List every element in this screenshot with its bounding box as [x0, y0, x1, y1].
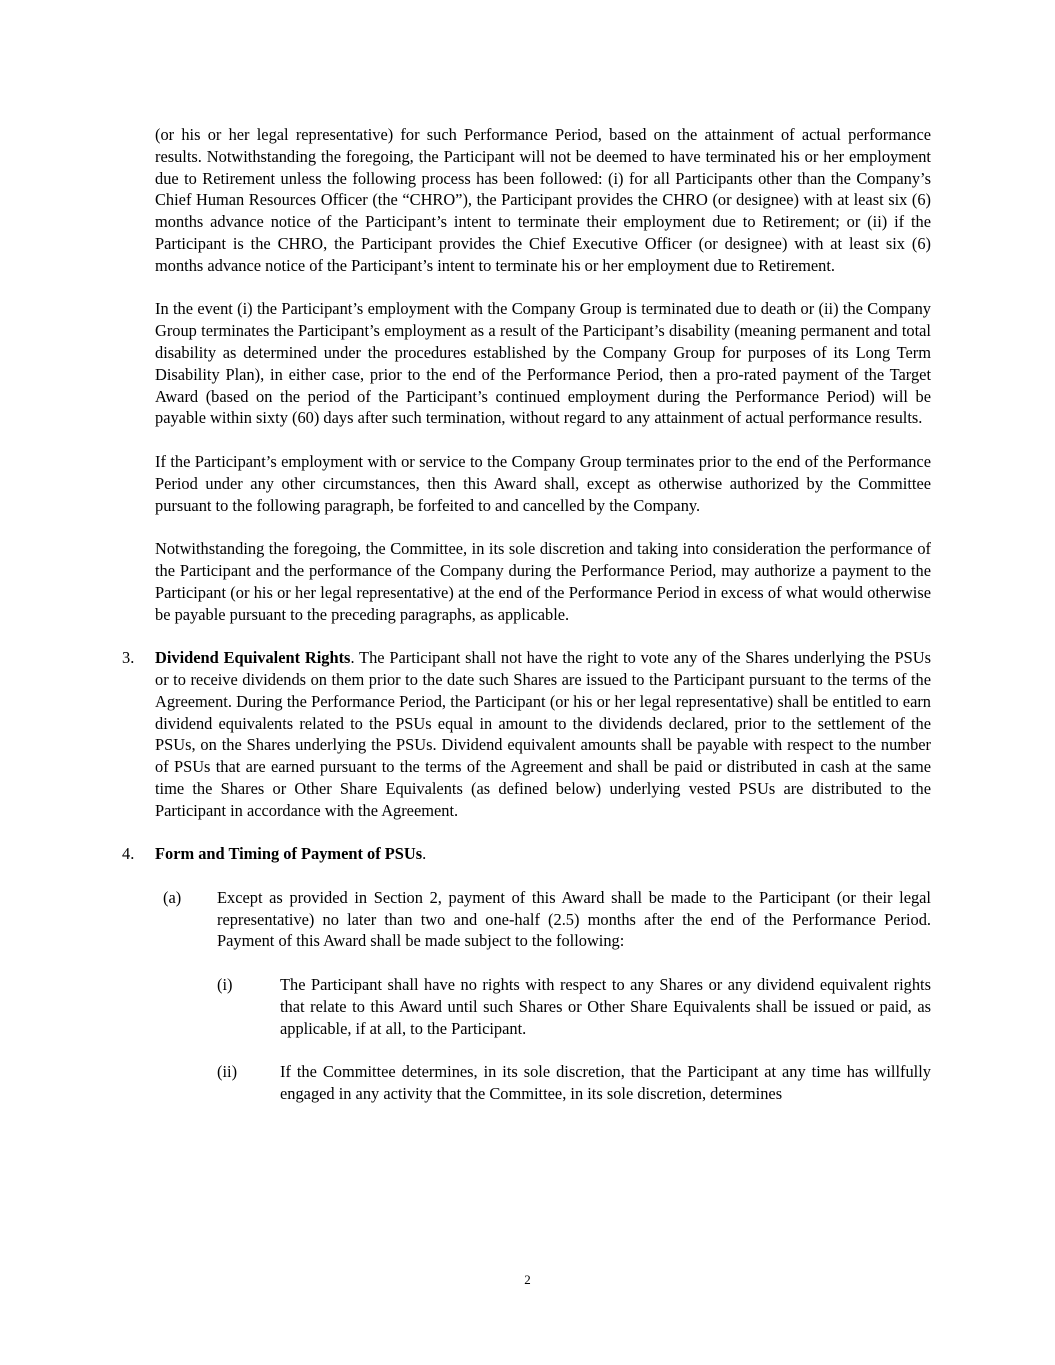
section-3-dividend-equivalent-rights — [122, 647, 931, 821]
section-body — [155, 843, 931, 865]
section-4-form-and-timing — [122, 843, 931, 865]
document-page — [122, 124, 931, 1127]
section-heading-suffix: . — [422, 844, 427, 864]
paragraph-other-termination: If the Participant’s employment with or service to the Company Group terminates prior to the end of the Performance Period under any other circumstances, then this Award shall, except as otherwise authorized by the Committee pursuant to the following paragraph, be forfeited to and cancelled by the Company. — [155, 451, 931, 515]
section-number: 3. — [122, 648, 135, 668]
section-text: The Participant shall not have the right to vote any of the Shares underlying the PSUs or to receive dividends on them prior to the date such Shares are issued to the Participant pursuant to the terms of the Agreement. During the Performance Period, the Participant (or his or her legal representative) shall be entitled to earn dividend equivalents related to the PSUs equal in amount to the dividends declared, prior to the settlement of the PSUs, on the Shares underlying the PSUs. Dividend equivalent amounts shall be payable with respect to the number of PSUs that are earned pursuant to the terms of the Agreement and shall be paid or distributed in cash at the same time the Shares or Other Share Equivalents (as defined below) underlying vested PSUs are distributed to the Participant in accordance with the Agreement. — [155, 648, 931, 820]
subsection-ii — [155, 1061, 931, 1105]
paragraph-committee-discretion: Notwithstanding the foregoing, the Committee, in its sole discretion and taking into consideration the performance of the Participant and the performance of the Company during the Performance Period, may authorize a payment to the Participant (or his or her legal representative) at the end of the Performance Period in excess of what would otherwise be payable pursuant to the preceding paragraphs, as applicable. — [155, 539, 931, 624]
section-heading: Dividend Equivalent Rights — [155, 648, 351, 668]
section-body — [155, 647, 931, 821]
section-heading: Form and Timing of Payment of PSUs — [155, 844, 423, 864]
section-heading-suffix: . — [350, 648, 355, 668]
subsection-text: If the Committee determines, in its sole discretion, that the Participant at any time has willfully engaged in any activity that the Committee, in its sole discretion, determines — [280, 1062, 931, 1104]
subsection-i — [155, 974, 931, 1039]
paragraph-retirement-notice: (or his or her legal representative) for such Performance Period, based on the attainment of actual performance results. Notwithstanding the foregoing, the Participant will not be deemed to have terminated his or her employment due to Retirement unless the following process has been followed: (i) for all Participants other than the Company’s Chief Human Resources Officer (the “CHRO”), the Participant provides the CHRO (or designee) with at least six (6) months advance notice of the Participant’s intent to terminate their employment due to Retirement; or (ii) if the Participant is the CHRO, the Participant provides the Chief Executive Officer (or designee) with at least six (6) months advance notice of the Participant’s intent to terminate his or her employment due to Retirement. — [155, 125, 931, 275]
subsection-label: (ii) — [217, 1062, 238, 1082]
subsection-a — [155, 887, 931, 952]
paragraph-death-disability: In the event (i) the Participant’s employment with the Company Group is terminated due to death or (ii) the Company Group terminates the Participant’s employment as a result of the Participant’s disability (meaning permanent and total disability as determined under the procedures established by the Company Group for purposes of its Long Term Disability Plan), in either case, prior to the end of the Performance Period, then a pro-rated payment of the Target Award (based on the period of the Participant’s continued employment during the Performance Period) will be payable within sixty (60) days after such termination, without regard to any attainment of actual performance results. — [155, 299, 931, 428]
page-number: 2 — [524, 1272, 531, 1287]
subsection-text: Except as provided in Section 2, payment of this Award shall be made to the Participant (or their legal representative) no later than two and one-half (2.5) months after the end of the Performance Period. Payment of this Award shall be made subject to the following: — [217, 887, 931, 951]
subsection-text: The Participant shall have no rights with respect to any Shares or any dividend equivalent rights that relate to this Award until such Shares or Other Share Equivalents shall be issued or paid, as applicable, if at all, to the Participant. — [280, 975, 931, 1038]
subsection-label: (a) — [163, 887, 182, 907]
subsection-label: (i) — [217, 975, 233, 995]
section-number: 4. — [122, 844, 135, 864]
